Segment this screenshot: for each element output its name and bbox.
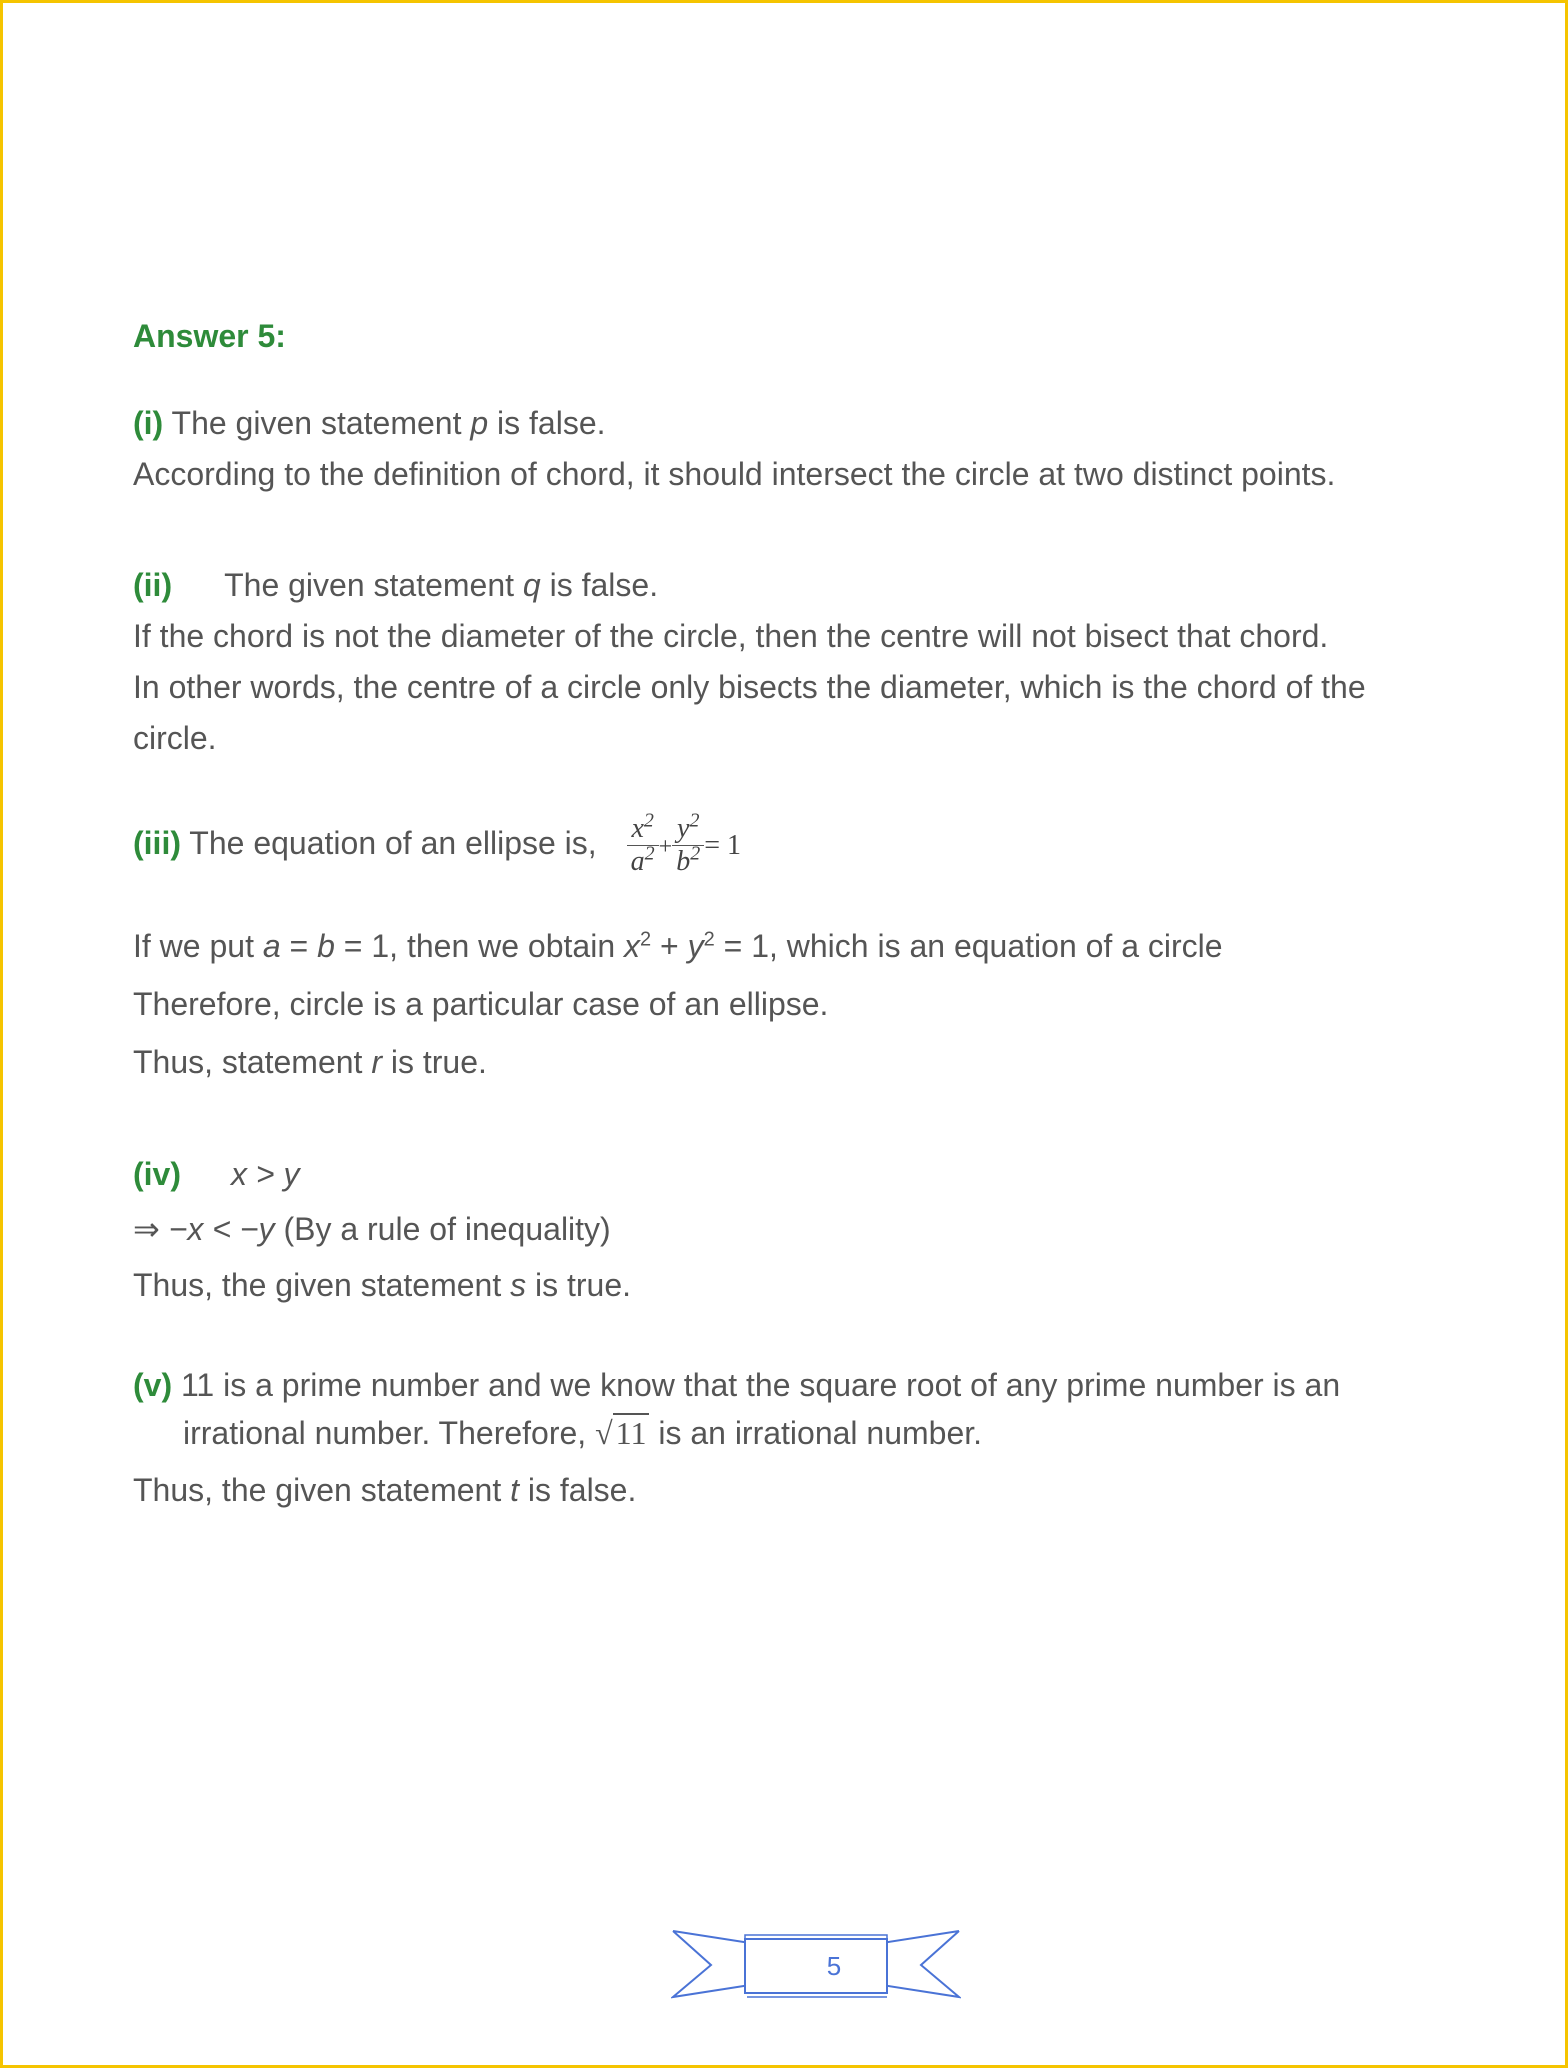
part-iii-conclusion-1: Therefore, circle is a particular case of an ellipse. [133, 986, 829, 1022]
part-i-explanation: According to the definition of chord, it should intersect the circle at two distinct points. [133, 456, 1336, 492]
part-iii-statement: (iii) The equation of an ellipse is, $\frac{x^2}{a^2}$ + $\frac{y^2}{b^2}$ = 1 [133, 809, 742, 878]
part-i-statement: (i) The given statement p is false. [133, 405, 606, 441]
part-ii-statement: (ii) The given statement q is false. [133, 567, 659, 603]
part-iii-label: (iii) [133, 825, 181, 861]
implies-icon: ⇒ [133, 1211, 169, 1247]
page-number: 5 [826, 1951, 842, 1981]
part-iv-label: (iv) [133, 1156, 181, 1192]
part-iii-substitution: If we put a = b = 1, then we obtain $x^2 + y^2 = 1$, which is an equation of a circle [133, 928, 1223, 964]
part-iv-inequality: ⇒ −x < −y (By a rule of inequality) [133, 1211, 611, 1247]
part-ii-label: (ii) [133, 567, 173, 603]
part-v-label: (v) [133, 1367, 173, 1403]
fraction-y-over-b: $\frac{y^2}{b^2}$ [672, 813, 704, 878]
part-iii-conclusion-2: Thus, statement r is true. [133, 1044, 487, 1080]
part-iv-statement: (iv) x > y [133, 1156, 300, 1192]
part-v-statement: (v) 11 is a prime number and we know that the square root of any prime number is an [133, 1367, 1341, 1403]
part-iv-conclusion: Thus, the given statement s is true. [133, 1267, 632, 1303]
part-i-label: (i) [133, 405, 164, 441]
part-v-conclusion: Thus, the given statement t is false. [133, 1472, 637, 1508]
part-ii-explanation-2: In other words, the centre of a circle only bisects the diameter, which is the chord of the [133, 669, 1366, 705]
part-ii-explanation-1: If the chord is not the diameter of the circle, then the centre will not bisect that chord. [133, 618, 1329, 654]
square-root-11: √11 [595, 1413, 649, 1451]
page-number-ribbon [671, 1923, 961, 2007]
radical-icon: √ [595, 1415, 613, 1451]
fraction-x-over-a: $\frac{x^2}{a^2}$ [627, 813, 659, 878]
part-v-explanation: irrational number. Therefore, √11 is an irrational number. [183, 1415, 983, 1451]
answer-heading: Answer 5: [133, 318, 286, 354]
part-ii-explanation-3: circle. [133, 720, 217, 756]
